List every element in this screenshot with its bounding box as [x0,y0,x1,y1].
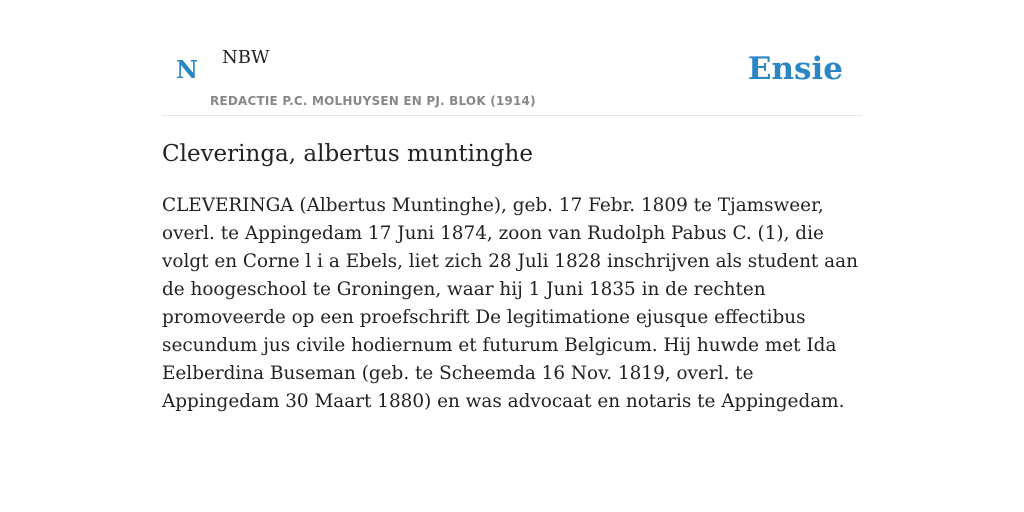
entry-body: CLEVERINGA (Albertus Muntinghe), geb. 17 Febr. 1809 te Tjamsweer, overl. te Appingedam 17 Juni 1874, zoon van Rudolph Pabus C. (1), die volgt en Corne l i a Ebels, liet zich 28 Juli 1828 inschrijven als student aan de hoogeschool te Groningen, waar hij 1 Juni 1835 in de rechten promoveerde op een proefschrift De legitimatione ejusque effectibus secundum jus civile hodiernum et futurum Belgicum. Hij huwde met Ida Eelberdina Buseman (geb. te Scheemda 16 Nov. 1819, overl. te Appingedam 30 Maart 1880) en was advocaat en notaris te Appingedam. [162,195,858,412]
entry-title: Cleveringa, albertus muntinghe [162,141,533,167]
source-header [162,40,862,116]
source-logo-icon[interactable]: N [176,55,198,84]
source-title[interactable]: NBW [222,47,270,68]
ensie-logo[interactable]: Ensie [747,51,843,87]
source-editors: REDACTIE P.C. MOLHUYSEN EN PJ. BLOK (1914) [210,94,536,108]
